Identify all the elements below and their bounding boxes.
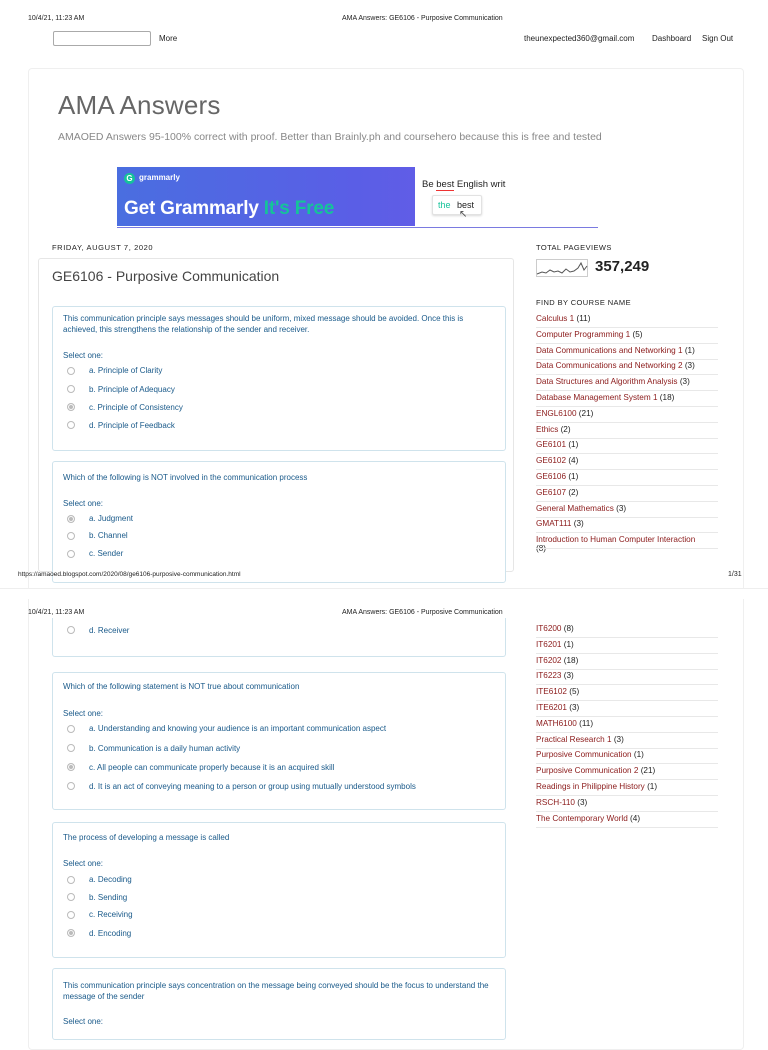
ad-demo-text-post: English writ xyxy=(454,179,506,190)
course-link[interactable] xyxy=(536,456,578,465)
post-date-header: FRIDAY, AUGUST 7, 2020 xyxy=(52,243,154,252)
ad-brand: grammarly xyxy=(139,173,180,182)
course-divider xyxy=(536,438,718,439)
course-name[interactable]: Data Structures and Algorithm Analysis xyxy=(536,377,678,387)
course-divider xyxy=(536,795,718,796)
course-divider xyxy=(536,763,718,764)
course-divider xyxy=(536,422,718,423)
course-divider xyxy=(536,732,718,733)
course-count: (1) xyxy=(684,345,695,355)
navbar-search-input[interactable] xyxy=(53,31,151,46)
course-name[interactable]: Computer Programming 1 xyxy=(536,329,631,339)
course-link[interactable] xyxy=(536,798,587,807)
course-name[interactable]: GE6107 xyxy=(536,487,567,497)
ad-headline-accent: It's Free xyxy=(263,198,335,219)
course-link[interactable] xyxy=(536,472,578,481)
course-divider xyxy=(536,653,718,654)
course-link[interactable] xyxy=(536,519,584,528)
course-divider xyxy=(536,700,718,701)
print-footer-url: https://amaoed.blogspot.com/2020/08/ge6106-purposive-communication.html xyxy=(18,571,241,578)
course-name[interactable]: Ethics xyxy=(536,424,559,434)
course-divider xyxy=(536,517,718,518)
course-link[interactable] xyxy=(536,750,644,759)
radio-button[interactable] xyxy=(67,893,75,901)
course-name[interactable]: GE6102 xyxy=(536,456,567,466)
ad-headline xyxy=(124,198,334,220)
course-name[interactable]: ENGL6100 xyxy=(536,408,577,418)
course-count: (3) xyxy=(684,361,695,371)
course-name[interactable]: Data Communications and Networking 1 xyxy=(536,345,683,355)
course-count: (3) xyxy=(613,734,624,744)
course-divider xyxy=(536,748,718,749)
course-name[interactable]: RSCH-110 xyxy=(536,797,575,807)
select-one-label: Select one: xyxy=(63,859,104,868)
blogger-navbar xyxy=(28,28,743,50)
ad-demo-text-pre: Be xyxy=(422,179,437,190)
course-name[interactable]: Readings in Philippine History xyxy=(536,782,645,791)
radio-button-selected[interactable] xyxy=(67,515,75,523)
radio-button-selected[interactable] xyxy=(67,403,75,411)
select-one-label: Select one: xyxy=(63,499,104,508)
course-divider xyxy=(536,501,718,502)
course-link[interactable] xyxy=(536,687,579,696)
option-label[interactable]: c. Principle of Consistency xyxy=(89,403,183,412)
print-doc-title: AMA Answers: GE6106 - Purposive Communication xyxy=(342,15,503,22)
course-divider xyxy=(536,637,718,638)
option-label[interactable]: c. Receiving xyxy=(89,910,133,919)
course-name[interactable]: GE6106 xyxy=(536,472,567,481)
course-count: (3) xyxy=(573,519,584,529)
course-count: (11) xyxy=(579,718,594,728)
course-count: (3) xyxy=(577,797,588,807)
question-text: Which of the following statement is NOT true about communication xyxy=(63,682,300,691)
course-link[interactable] xyxy=(536,409,593,418)
question-card xyxy=(52,968,506,1040)
course-divider xyxy=(536,532,718,533)
print-doc-title: AMA Answers: GE6106 - Purposive Communication xyxy=(342,609,503,616)
course-name[interactable]: Data Communications and Networking 2 xyxy=(536,361,683,371)
option-label[interactable]: d. It is an act of conveying meaning to a person or group using mutually understood symbols xyxy=(89,782,416,791)
course-divider xyxy=(536,406,718,407)
option-label[interactable]: a. Decoding xyxy=(89,875,132,884)
course-name[interactable]: GE6101 xyxy=(536,440,567,450)
option-label[interactable]: a. Understanding and knowing your audience is an important communication aspect xyxy=(89,724,387,733)
ad-suggestion-box xyxy=(432,195,482,215)
option-label[interactable]: b. Sending xyxy=(89,893,128,902)
course-name[interactable]: IT6223 xyxy=(536,671,562,681)
course-count: (11) xyxy=(576,314,591,323)
option-label[interactable]: d. Encoding xyxy=(89,929,132,938)
option-label[interactable]: c. Sender xyxy=(89,549,124,558)
course-count: (4) xyxy=(568,456,579,466)
option-label[interactable]: b. Communication is a daily human activity xyxy=(89,744,241,753)
navbar-signout-link[interactable]: Sign Out xyxy=(702,34,734,43)
ad-suggest-best: best xyxy=(457,200,475,210)
option-label[interactable]: d. Receiver xyxy=(89,626,130,635)
course-link[interactable] xyxy=(536,703,579,712)
question-text: The process of developing a message is called xyxy=(63,833,230,842)
course-name[interactable]: Introduction to Human Computer Interaction xyxy=(536,535,696,545)
option-label[interactable]: b. Channel xyxy=(89,531,128,540)
radio-button[interactable] xyxy=(67,550,75,558)
course-count: (1) xyxy=(633,750,644,760)
course-link[interactable] xyxy=(536,719,593,728)
radio-button[interactable] xyxy=(67,385,75,393)
radio-button[interactable] xyxy=(67,782,75,790)
course-count: (3) xyxy=(616,503,627,513)
course-divider xyxy=(536,779,718,780)
course-name[interactable]: Database Management System 1 xyxy=(536,393,658,402)
course-name[interactable]: MATH6100 xyxy=(536,718,577,728)
blog-title[interactable]: AMA Answers xyxy=(58,90,221,120)
course-count: (21) xyxy=(640,766,656,776)
option-label[interactable]: c. All people can communicate properly because it is an acquired skill xyxy=(89,763,335,772)
course-name[interactable]: Purposive Communication xyxy=(536,750,632,760)
grammarly-ad-banner[interactable] xyxy=(117,167,516,226)
course-count: (1) xyxy=(563,639,574,649)
cursor-icon: ↖ xyxy=(459,209,468,220)
print-datetime: 10/4/21, 11:23 AM xyxy=(28,15,85,22)
course-link[interactable] xyxy=(536,535,695,553)
radio-button[interactable] xyxy=(67,725,75,733)
course-divider xyxy=(536,327,718,328)
question-text: This communication principle says messages should be uniform, mixed message should be avoided. Once this is achieved, this strengthens the relationship of the sender and receiver. xyxy=(63,314,464,334)
course-name[interactable]: Calculus 1 xyxy=(536,314,575,323)
course-count: (2) xyxy=(568,487,579,497)
radio-button[interactable] xyxy=(67,532,75,540)
courses-heading: FIND BY COURSE NAME xyxy=(536,298,631,307)
course-divider xyxy=(536,716,718,717)
course-count: (5) xyxy=(569,687,580,697)
course-divider xyxy=(536,453,718,454)
course-divider xyxy=(536,684,718,685)
option-label[interactable]: b. Principle of Adequacy xyxy=(89,385,175,394)
course-link[interactable] xyxy=(536,735,624,744)
course-name[interactable]: IT6200 xyxy=(536,624,562,633)
question-card-continued xyxy=(52,618,506,657)
course-name[interactable]: IT6201 xyxy=(536,639,562,649)
course-link[interactable] xyxy=(536,814,640,823)
course-link[interactable] xyxy=(536,314,590,323)
option-label[interactable]: a. Judgment xyxy=(89,514,134,523)
radio-button[interactable] xyxy=(67,876,75,884)
course-name[interactable]: The Contemporary World xyxy=(536,813,628,823)
course-name[interactable]: ITE6201 xyxy=(536,703,567,712)
course-link[interactable] xyxy=(536,425,571,434)
banner-underline xyxy=(117,227,598,228)
course-divider xyxy=(536,390,718,391)
course-link[interactable] xyxy=(536,361,695,370)
question-text: This communication principle says concentration on the message being conveyed should be the focus to understand the message of the sender xyxy=(63,981,489,1001)
pageviews-heading: TOTAL PAGEVIEWS xyxy=(536,243,612,252)
course-count: (18) xyxy=(563,655,579,665)
pageviews-sparkline-icon xyxy=(536,259,588,277)
course-name[interactable]: GMAT111 xyxy=(536,519,572,529)
option-label[interactable]: a. Principle of Clarity xyxy=(89,366,163,375)
ad-demo-panel xyxy=(415,167,516,226)
course-name[interactable]: IT6202 xyxy=(536,655,562,665)
question-text: Which of the following is NOT involved in the communication process xyxy=(63,473,308,482)
course-link[interactable] xyxy=(536,766,655,775)
print-datetime: 10/4/21, 11:23 AM xyxy=(28,609,85,616)
course-divider xyxy=(536,343,718,344)
grammarly-logo-icon: G xyxy=(124,173,135,184)
course-divider xyxy=(536,469,718,470)
select-one-label: Select one: xyxy=(63,709,104,718)
course-divider xyxy=(536,827,718,828)
option-label[interactable]: d. Principle of Feedback xyxy=(89,421,175,430)
print-footer-page: 1/31 xyxy=(728,571,742,578)
course-link[interactable] xyxy=(536,624,574,633)
radio-button[interactable] xyxy=(67,744,75,752)
course-link[interactable] xyxy=(536,440,578,449)
course-count: (18) xyxy=(659,393,675,402)
select-one-label: Select one: xyxy=(63,1017,104,1026)
course-count: (4) xyxy=(630,813,641,823)
course-count: (3) xyxy=(563,671,574,681)
course-name[interactable]: ITE6102 xyxy=(536,687,567,697)
course-count: (8) xyxy=(563,624,574,633)
post-title[interactable]: GE6106 - Purposive Communication xyxy=(52,268,280,284)
course-count: (1) xyxy=(568,440,579,450)
course-count: (1) xyxy=(568,472,579,481)
course-link[interactable] xyxy=(536,782,657,791)
page-break xyxy=(0,588,768,599)
ad-suggest-the: the xyxy=(438,200,451,210)
course-divider xyxy=(536,669,718,670)
navbar-user-email: theunexpected360@gmail.com xyxy=(524,34,635,43)
navbar-more-link[interactable]: More xyxy=(159,34,178,43)
course-link[interactable] xyxy=(536,671,574,680)
radio-button-selected[interactable] xyxy=(67,929,75,937)
radio-button[interactable] xyxy=(67,421,75,429)
course-link[interactable] xyxy=(536,640,574,649)
course-link[interactable] xyxy=(536,393,674,402)
course-count: (5) xyxy=(632,329,643,339)
ad-demo-mark: best xyxy=(436,179,455,190)
course-name[interactable]: Purposive Communication 2 xyxy=(536,766,639,776)
radio-button[interactable] xyxy=(67,911,75,919)
course-count: (2) xyxy=(560,424,571,434)
radio-button[interactable] xyxy=(67,367,75,375)
radio-button-selected[interactable] xyxy=(67,763,75,771)
course-link[interactable] xyxy=(536,488,578,497)
pageviews-count: 357,249 xyxy=(595,258,650,275)
course-divider xyxy=(536,548,718,549)
course-count: (21) xyxy=(578,408,594,418)
select-one-label: Select one: xyxy=(63,351,104,360)
blog-description: AMAOED Answers 95-100% correct with proof. Better than Brainly.ph and coursehero because this is free and tested xyxy=(58,131,602,143)
course-divider xyxy=(536,374,718,375)
course-divider xyxy=(536,811,718,812)
course-link[interactable] xyxy=(536,504,626,513)
course-name[interactable]: Practical Research 1 xyxy=(536,734,612,744)
course-count: (1) xyxy=(647,782,658,791)
radio-button[interactable] xyxy=(67,626,75,634)
course-link[interactable] xyxy=(536,377,690,386)
ad-headline-main: Get Grammarly xyxy=(124,198,259,219)
course-count: (3) xyxy=(569,703,580,712)
course-count: (3) xyxy=(679,377,690,387)
course-link[interactable] xyxy=(536,656,578,665)
course-name[interactable]: General Mathematics xyxy=(536,503,614,513)
course-link[interactable] xyxy=(536,330,643,339)
navbar-dashboard-link[interactable]: Dashboard xyxy=(652,34,692,43)
course-link[interactable] xyxy=(536,346,695,355)
course-divider xyxy=(536,359,718,360)
course-divider xyxy=(536,485,718,486)
